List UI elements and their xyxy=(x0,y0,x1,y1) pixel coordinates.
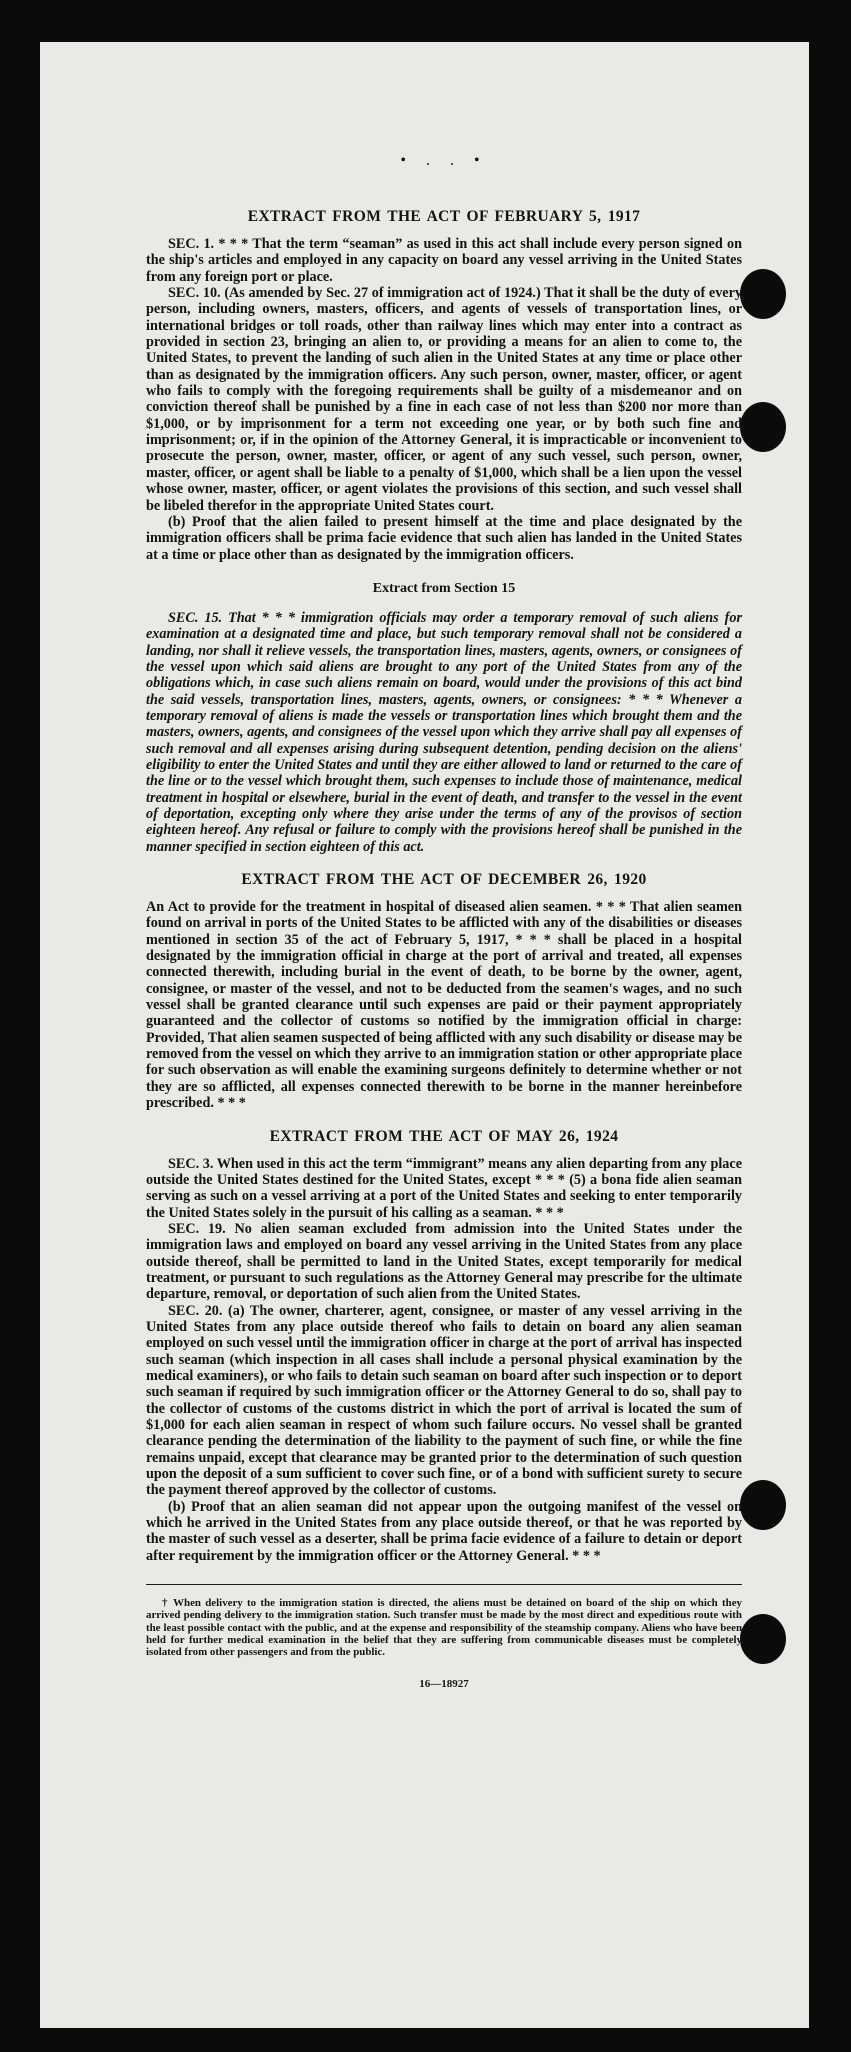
top-marks: • . . • xyxy=(400,152,488,169)
paragraph-sec-3: SEC. 3. When used in this act the term “immigrant” means any alien departing from any place outside the United States destined for the United States, except * * * (5) a bona fide alien seaman serving as such on a vessel arriving at a port of the United States and seeking to enter temporarily the United States solely in the pursuit of his calling as a seaman. * * * xyxy=(146,1155,742,1221)
punch-hole xyxy=(740,402,786,452)
heading-extract-section-15: Extract from Section 15 xyxy=(372,580,516,596)
paragraph-sec-20-b: (b) Proof that an alien seaman did not appear upon the outgoing manifest of the vessel on which he arrived in the United States from any place outside thereof, or that he was reported by the master of such vessel as a deserter, shall be prima facie evidence of a failure to detain or deport after requirement by the immigration officer or the Attorney General. * * * xyxy=(146,1498,742,1564)
paragraph-act-1920: An Act to provide for the treatment in hospital of diseased alien seamen. * * * That alien seamen found on arrival in ports of the United States to be afflicted with any of the disabilities or diseases mentioned in section 35 of the act of February 5, 1917, * * * shall be placed in a hospital designated by the immigration official in charge at the port of arrival and treated, all expenses connected therewith, including burial in the event of death, to be borne by the owner, agent, consignee, or master of the vessel, and not to be deducted from the seamen's wages, and no such vessel shall be granted clearance until such expenses are paid or their payment appropriately guaranteed and the collector of customs so notified by the immigration official in charge: Provided, That alien seamen suspected of being afflicted with any such disability or disease may be removed from the vessel on which they arrive to an immigration station or other appropriate place for such observation as will enable the examining surgeons definitely to determine whether or not they are so afflicted, all expenses connected therewith to be borne in the manner hereinbefore prescribed. * * * xyxy=(146,899,742,1112)
paragraph-sec-20: SEC. 20. (a) The owner, charterer, agent, consignee, or master of any vessel arriving in the United States from any place outside thereof who fails to detain on board any alien seaman employed on such vessel until the immigration officer in charge at the port of arrival has inspected such seaman (which inspection in all cases shall include a personal physical examination by the medical examiners), or who fails to detain such seaman on board after such inspection or to deport such seaman if required by such immigration officer or the Attorney General to do so, shall pay to the collector of customs of the customs district in which the port of arrival is located the sum of $1,000 for each alien seaman in respect of whom such failure occurs. No vessel shall be granted clearance pending the determination of the liability to the payment of such fine, or while the fine remains unpaid, except that clearance may be granted prior to the determination of such question upon the deposit of a sum sufficient to cover such fine, or of a bond with sufficient surety to secure the payment thereof approved by the collector of customs. xyxy=(146,1302,742,1499)
punch-hole xyxy=(740,269,786,319)
paragraph-sec-10-b: (b) Proof that the alien failed to present himself at the time and place designated by the immigration officers shall be prima facie evidence that such alien has landed in the United States at a time or place other than as designated by the immigration officers. xyxy=(146,513,742,563)
punch-hole xyxy=(740,1614,786,1664)
paragraph-sec-19: SEC. 19. No alien seaman excluded from admission into the United States under the immigration laws and employed on board any vessel arriving in the United States from any place outside thereof, shall be permitted to land in the United States, except temporarily for medical treatment, or pursuant to such regulations as the Attorney General may prescribe for the ultimate departure, removal, or deportation of such alien from the United States. xyxy=(146,1220,742,1303)
document-body xyxy=(146,152,742,1690)
heading-act-february-1917: EXTRACT FROM THE ACT OF FEBRUARY 5, 1917 xyxy=(247,208,641,225)
heading-act-may-1924: EXTRACT FROM THE ACT OF MAY 26, 1924 xyxy=(269,1127,619,1145)
footnote: † When delivery to the immigration station is directed, the aliens must be detained on board of the ship on which they arrived pending delivery to the immigration station. Such transfer must be made by the most direct and expeditious route with the least possible contact with the public, and at the expense and responsibility of the steamship company. Aliens who have been held for further medical examination in the belief that they are suffering from communicable diseases must be completely isolated from other passengers and from the public. xyxy=(146,1597,742,1658)
page-number: 16—18927 xyxy=(419,1678,469,1691)
paragraph-sec-1: SEC. 1. * * * That the term “seaman” as used in this act shall include every person signed on the ship's articles and employed in any capacity on board any vessel arriving in the United States from any foreign port or place. xyxy=(146,236,742,285)
document-page xyxy=(40,42,809,2028)
punch-hole xyxy=(740,1480,786,1530)
footnote-divider xyxy=(146,1584,742,1585)
paragraph-sec-10: SEC. 10. (As amended by Sec. 27 of immigration act of 1924.) That it shall be the duty of every person, including owners, masters, officers, and agents of vessels of transportation lines, or international bridges or toll roads, other than railway lines which may enter into a contract as provided in section 23, bringing an alien to, or providing a means for an alien to come to, the United States, to prevent the landing of such alien in the United States at any time or place other than as designated by the immigration officers. Any such person, owner, master, officer, or agent who fails to comply with the foregoing requirements shall be guilty of a misdemeanor and on conviction thereof shall be punished by a fine in each case of not less than $200 nor more than $1,000, or by imprisonment for a term not exceeding one year, or by both such fine and imprisonment; or, if in the opinion of the Attorney General, it is impracticable or inconvenient to prosecute the person, owner, master, officer, or agent of any such vessel, such person, owner, master, officer, or agent shall be liable to a penalty of $1,000, which shall be a lien upon the vessel whose owner, master, officer, or agent violates the provisions of this section, and such vessel shall be libeled therefor in the appropriate United States court. xyxy=(146,285,742,514)
paragraph-sec-15: SEC. 15. That * * * immigration officials may order a temporary removal of such aliens for examination at a designated time and place, but such temporary removal shall not be considered a landing, nor shall it relieve vessels, the transportation lines, masters, agents, owners, or consignees of the vessel upon which said aliens are brought to any port of the United States from any of the obligations which, in case such aliens remain on board, would under the provisions of this act bind the said vessels, transportation lines, masters, agents, owners, or consignees: * * * Whenever a temporary removal of aliens is made the vessels or transportation lines which brought them and the masters, owners, agents, and consignees of the vessel upon which they arrive shall pay all expenses of such removal and all expenses arising during subsequent detention, pending decision on the aliens' eligibility to enter the United States and until they are either allowed to land or returned to the care of the line or to the vessel which brought them, such expenses to include those of maintenance, medical treatment in hospital or elsewhere, burial in the event of death, and transfer to the vessel in the event of deportation, excepting only where they arise under the terms of any of the provisos of section eighteen hereof. Any refusal or failure to comply with the provisions hereof shall be punished in the manner specified in section eighteen of this act. xyxy=(146,609,742,855)
heading-act-december-1920: EXTRACT FROM THE ACT OF DECEMBER 26, 1920 xyxy=(241,871,647,889)
